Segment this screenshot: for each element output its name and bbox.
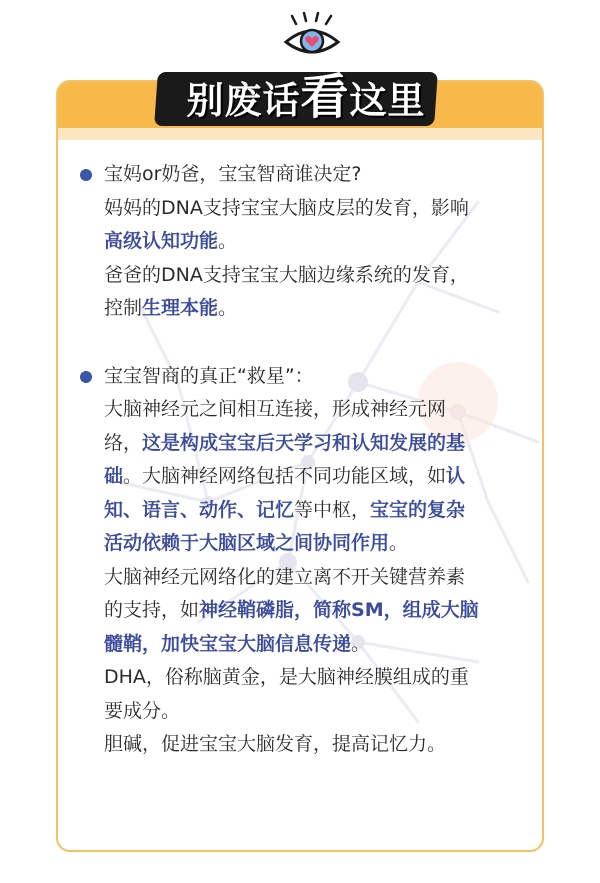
bullet-dot [80, 371, 92, 383]
text-segment: 络， [104, 431, 143, 454]
text-line: 大脑神经元之间相互连接，形成神经元网 [104, 398, 447, 420]
highlight-text: 础 [104, 465, 124, 487]
text-line [104, 292, 536, 326]
text-segment: 控制 [104, 297, 143, 319]
section1-heading: 宝妈or奶爸，宝宝智商谁决定? [104, 163, 362, 185]
bullet-dot [80, 169, 92, 181]
text-line [104, 460, 536, 494]
text-line: 要成分。 [104, 699, 181, 722]
text-line [104, 225, 536, 259]
page-title [166, 68, 446, 126]
title-part2: 这里 [349, 79, 426, 122]
highlight-text: 知、语言、动作、记忆 [104, 498, 295, 521]
text-line: 爸爸的DNA支持宝宝大脑边缘系统的发育， [104, 263, 469, 286]
text-segment: 。 [218, 230, 238, 252]
text-segment: 。大脑神经网络包括不同功能区域，如 [123, 465, 447, 487]
text-line [104, 494, 536, 528]
main-content [76, 158, 536, 762]
text-segment: 。 [351, 632, 371, 655]
eye-heart-icon [282, 12, 342, 56]
section2-heading: 宝宝智商的真正“救星”： [104, 364, 314, 387]
title-part1: 别废话 [186, 79, 301, 122]
text-line: 妈妈的DNA支持宝宝大脑皮层的发育，影响 [104, 196, 469, 219]
highlight-text: 认 [446, 465, 466, 487]
title-badge [156, 58, 446, 128]
text-line [104, 427, 536, 461]
text-line: 胆碱，促进宝宝大脑发育，提高记忆力。 [104, 733, 447, 755]
text-line: 大脑神经元网络化的建立离不开关键营养素 [104, 565, 466, 588]
text-segment: 等中枢， [294, 498, 371, 521]
section-savior [76, 360, 536, 762]
text-segment: 的支持，如 [104, 599, 200, 621]
highlight-text: 高级认知功能 [104, 230, 219, 252]
text-line [104, 628, 536, 662]
text-segment: 。 [389, 532, 409, 554]
highlight-text: 宝宝的复杂 [370, 498, 466, 521]
text-line [104, 594, 536, 628]
highlight-text: 髓鞘，加快宝宝大脑信息传递 [104, 632, 352, 655]
section-dna [76, 158, 536, 326]
text-segment: 。 [218, 297, 238, 319]
highlight-text: 这是构成宝宝后天学习和认知发展的基 [142, 431, 466, 454]
highlight-text: 活动依赖于大脑区域之间协同作用 [104, 532, 390, 554]
title-big-char: 看 [300, 68, 350, 125]
text-line [104, 527, 536, 561]
text-line: DHA，俗称脑黄金，是大脑神经膜组成的重 [104, 666, 469, 688]
highlight-text: 生理本能 [142, 297, 219, 319]
highlight-text: 神经鞘磷脂，简称SM，组成大脑 [199, 599, 479, 621]
